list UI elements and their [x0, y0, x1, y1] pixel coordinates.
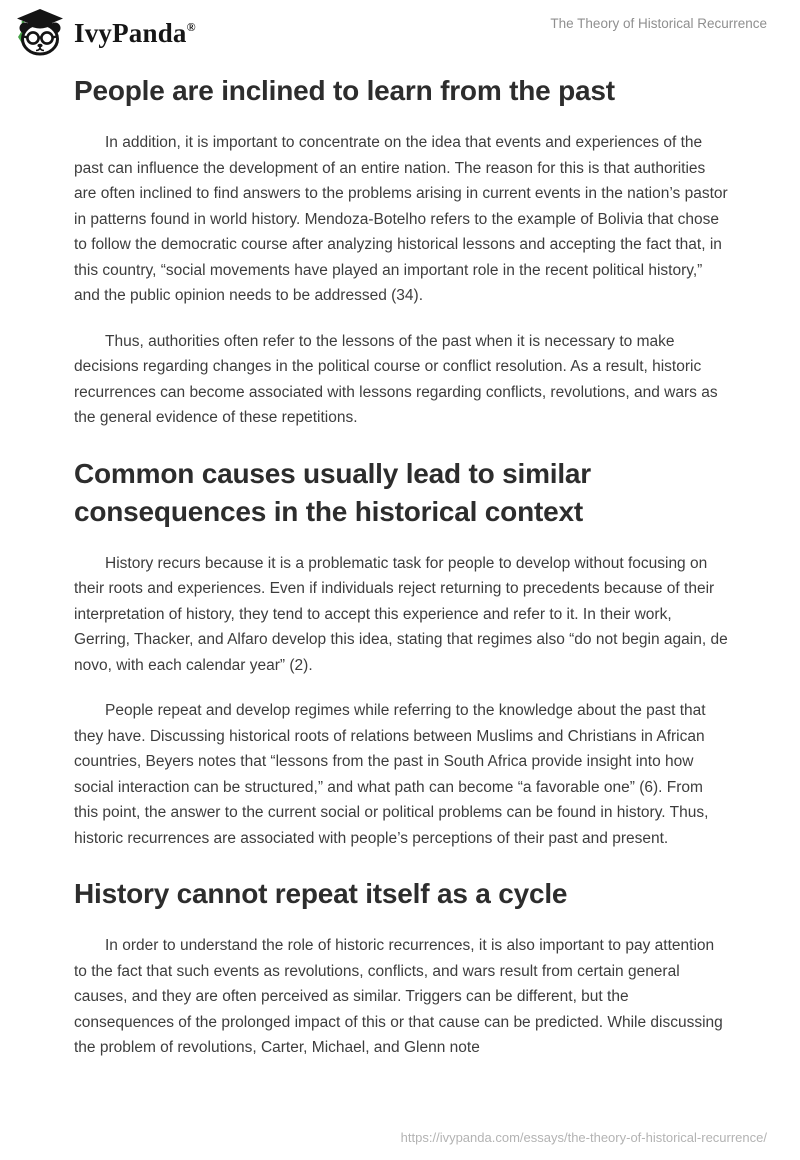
logo-wordmark: IvyPanda	[74, 17, 187, 48]
paragraph: Thus, authorities often refer to the lessons of the past when it is necessary to make decisions regarding changes in the political course or conflict resolution. As a result, historic recurrences can become associated with lessons regarding conflicts, revolutions, and wars as the general evidence of these repetitions.	[74, 332, 718, 426]
section-heading-learn-from-past: People are inclined to learn from the past	[74, 75, 615, 106]
panda-graduate-icon	[13, 7, 65, 59]
logo-text	[74, 18, 196, 49]
registered-trademark-symbol: ®	[186, 19, 196, 34]
essay-content	[0, 72, 800, 1061]
paragraph: In addition, it is important to concentrate on the idea that events and experiences of the past can influence the development of an entire nation. The reason for this is that authorities are often inclined to find answers to the problems arising in current events in the nation’s pastor in patterns found in world history. Mendoza-Botelho refers to the example of Bolivia that chose to follow the democratic course after analyzing historical lessons and accepting the fact that, in this country, “social movements have played an important role in the recent political history,” and the public opinion needs to be addressed (34).	[74, 134, 728, 304]
paragraph: History recurs because it is a problematic task for people to develop without focusing on their roots and experiences. Even if individuals reject returning to precedents because of their interpretation of history, they tend to accept this experience and refer to it. In their work, Gerring, Thacker, and Alfaro develop this idea, stating that regimes also “do not begin again, de novo, with each calendar year” (2).	[74, 554, 728, 674]
paragraph: In order to understand the role of historic recurrences, it is also important to pay attention to the fact that such events as revolutions, conflicts, and wars result from certain general causes, and they are often perceived as similar. Triggers can be different, but the consequences of the prolonged impact of this or that cause can be predicted. While discussing the problem of revolutions, Carter, Michael, and Glenn note	[74, 937, 723, 1056]
paragraph: People repeat and develop regimes while referring to the knowledge about the past that they have. Discussing historical roots of relations between Muslims and Christians in African countries, Beyers notes that “lessons from the past in South Africa provide insight into how social interaction can be structured,” and what path can become “a favorable one” (6). From this point, the answer to the current social or political problems can be found in history. Thus, historic recurrences are associated with people’s perceptions of their past and present.	[74, 702, 709, 847]
page-header	[0, 0, 800, 57]
source-url: https://ivypanda.com/essays/the-theory-of-historical-recurrence/	[400, 1130, 767, 1145]
document-title: The Theory of Historical Recurrence	[550, 16, 767, 31]
page-footer	[401, 1129, 767, 1147]
section-heading-common-causes: Common causes usually lead to similar consequences in the historical context	[74, 457, 591, 527]
section-heading-history-cycle: History cannot repeat itself as a cycle	[74, 878, 568, 909]
ivypanda-logo	[13, 7, 196, 59]
